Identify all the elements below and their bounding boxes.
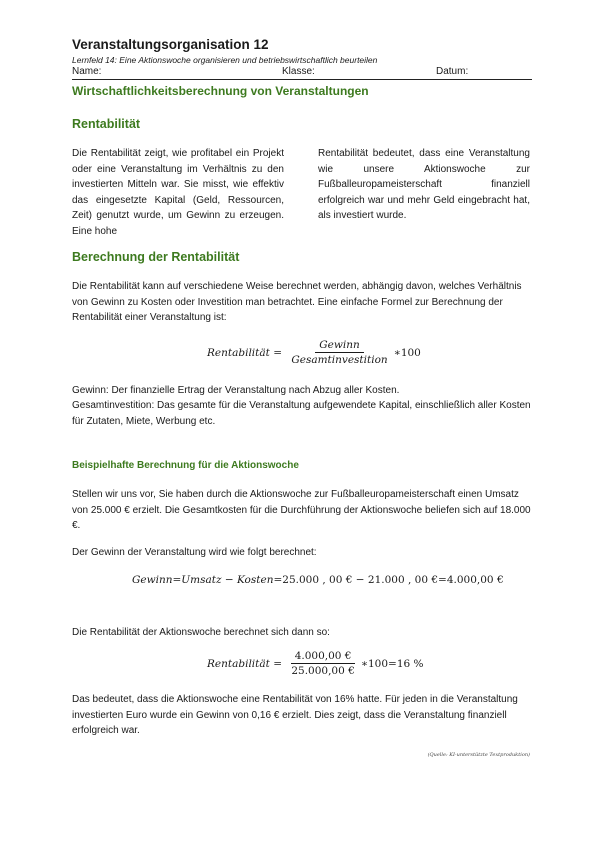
formula-rent-lhs: Rentabilität	[207, 657, 270, 670]
berechnung-intro: Die Rentabilität kann auf verschiedene Weise berechnet werden, abhängig davon, welches Verhältnis von Gewinn zu Kosten oder Investition man betrachtet. Eine einfache Formel zur Berechnung der Rentabilität einer Veranstaltung ist:	[72, 281, 522, 323]
formula-rent-factor: 100	[367, 657, 388, 670]
heading-rentabilitaet: Rentabilität	[72, 117, 141, 131]
class-label: Klasse:	[282, 66, 315, 77]
formula-gewinn-result: 4.000,00 €	[446, 574, 504, 586]
formula-gewinn-lhs: Gewinn	[132, 574, 173, 586]
formula-gewinn-term2: Kosten	[237, 574, 274, 586]
source-note: (Quelle: KI-unterstützte Textproduktion)	[427, 752, 530, 758]
name-label: Name:	[72, 66, 102, 77]
beispiel-para-1: Stellen wir uns vor, Sie haben durch die Aktionswoche zur Fußballeuropameisterschaft einen Umsatz von 25.000 € erzielt. Die Gesamtkosten für die Durchführung der Aktionswoche beliefen sich auf 18.000 €.	[72, 489, 531, 531]
heading-beispiel: Beispielhafte Berechnung für die Aktionswoche	[72, 460, 299, 471]
definition-gesamtinvestition: Gesamtinvestition: Das gesamte für die Veranstaltung aufgewendete Kapital, einschließlich aller Kosten für Zutaten, Miete, Werbung etc.	[72, 400, 531, 427]
formula-gewinn-term1: Umsatz	[181, 574, 222, 586]
text-column-right: Rentabilität bedeutet, dass eine Veranstaltung wie unsere Aktionswoche zur Fußballeuropameisterschaft finanziell erfolgreich war und mehr Geld eingebracht hat, als investiert wurde.	[318, 148, 530, 221]
formula-rent-numerator: 4.000,00 €	[291, 650, 356, 664]
formula-rent-denominator: 25.000,00 €	[291, 665, 355, 677]
formula-rentabilitaet-general: Rentabilität = $\frac{\text{Gewinn}}{\text{Gesamtinvestition}}$ ∗ 100	[207, 339, 421, 366]
main-heading: Wirtschaftlichkeitsberechnung von Veranstaltungen	[72, 84, 369, 98]
formula-fraction	[287, 339, 391, 366]
formula-numerator: Gewinn	[315, 339, 363, 353]
formula-denominator: Gesamtinvestition	[291, 354, 388, 366]
heading-berechnung: Berechnung der Rentabilität	[72, 250, 240, 264]
beispiel-para-4: Das bedeutet, dass die Aktionswoche eine Rentabilität von 16% hatte. Für jeden in die Veranstaltung investierten Euro wurde ein Gewinn von 0,16 € erzielt. Dies zeigt, dass die Veranstaltung finanziell erfolgreich war.	[72, 694, 518, 736]
formula-rentabilitaet-example: Rentabilität = $\frac{4.000,00 €}{25.000,00 €}$ ∗ 100 = 16 %	[207, 650, 424, 677]
formula-gewinn: Gewinn = Umsatz − Kosten = 25.000 , 00 € − 21.000 , 00 € = 4.000,00 €	[132, 574, 504, 586]
text-column-left: Die Rentabilität zeigt, wie profitabel ein Projekt oder eine Veranstaltung im Verhältnis zu den investierten Mitteln war. Sie misst, wie effektiv das eingesetzte Kapital (Geld, Ressourcen, Zeit) genutzt wurde, um Gewinn zu erzeugen. Eine hohe	[72, 148, 284, 237]
date-label: Datum:	[436, 66, 469, 77]
beispiel-para-2: Der Gewinn der Veranstaltung wird wie folgt berechnet:	[72, 547, 317, 558]
definition-gewinn: Gewinn: Der finanzielle Ertrag der Veranstaltung nach Abzug aller Kosten.	[72, 385, 400, 396]
document-subtitle: Lernfeld 14: Eine Aktionswoche organisieren und betriebswirtschaftlich beurteilen	[72, 55, 378, 65]
document-title: Veranstaltungsorganisation 12	[72, 37, 269, 52]
formula-lhs: Rentabilität	[207, 346, 270, 359]
beispiel-para-3: Die Rentabilität der Aktionswoche berechnet sich dann so:	[72, 627, 330, 638]
formula-rent-result: 16 %	[396, 657, 424, 670]
formula-rent-fraction	[287, 650, 358, 677]
formula-gewinn-value2: 21.000 , 00 €	[367, 574, 439, 586]
name-class-date-row	[72, 66, 532, 80]
formula-gewinn-value1: 25.000 , 00 €	[282, 574, 353, 586]
formula-factor: 100	[400, 346, 421, 359]
